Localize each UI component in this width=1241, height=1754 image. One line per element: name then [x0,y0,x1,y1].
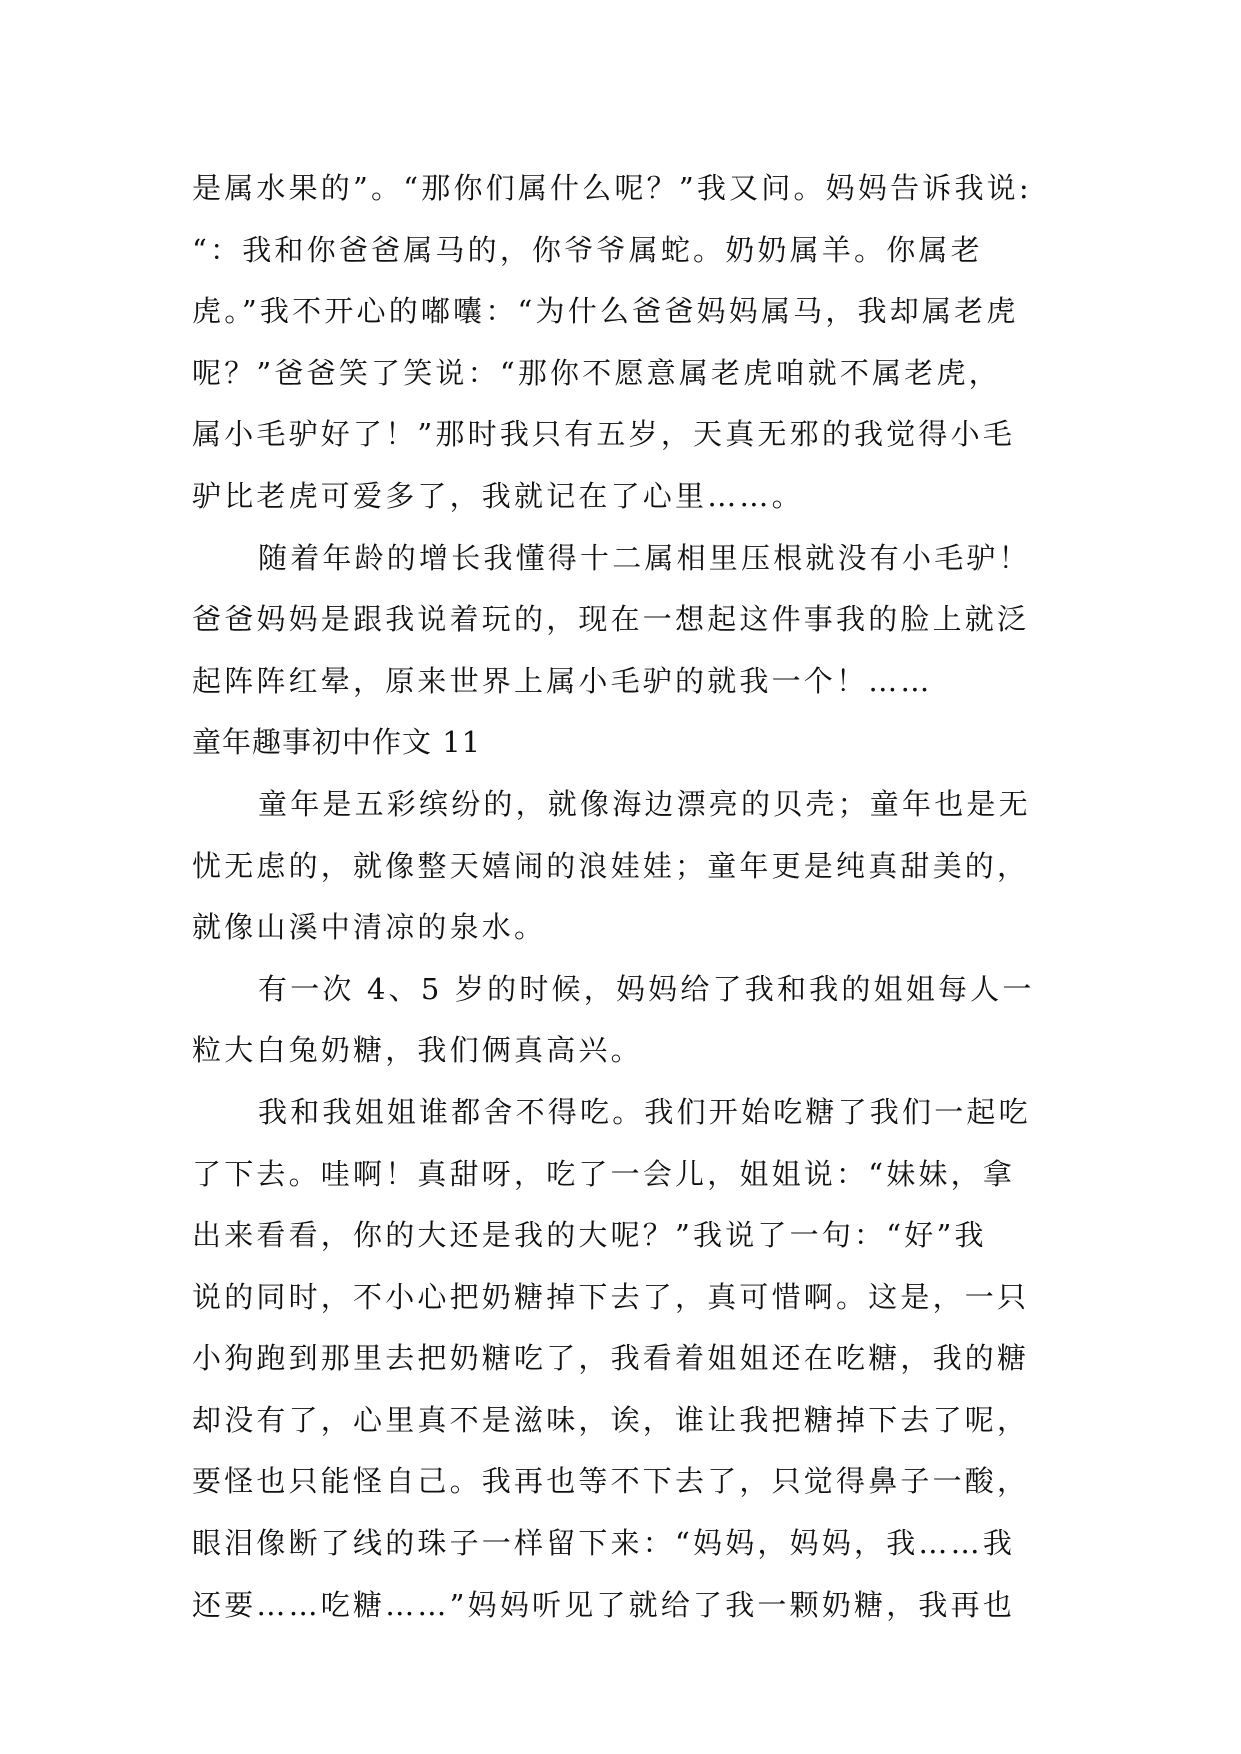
text-line: 驴比老虎可爱多了，我就记在了心里……。 [192,478,804,513]
paragraph-first-line: 我和我姐姐谁都舍不得吃。我们开始吃糖了我们一起吃 [258,1094,1031,1129]
text-line: 忧无虑的，就像整天嬉闹的浪娃娃；童年更是纯真甜美的， [192,848,1030,883]
text-line: “：我和你爸爸属马的，你爷爷属蛇。奶奶属羊。你属老 [192,232,983,267]
document-body [192,158,1062,1636]
text-line: 是属水果的”。“那你们属什么呢？”我又问。妈妈告诉我说: [192,171,1032,205]
text-line: 却没有了，心里真不是滋味，诶，谁让我把糖掉下去了呢， [192,1402,1030,1437]
text-line: 粒大白兔奶糖，我们俩真高兴。 [192,1033,643,1068]
paragraph-first-line: 随着年龄的增长我懂得十二属相里压根就没有小毛驴！ [258,540,1031,575]
text-line: 说的同时，不小心把奶糖掉下去了，真可惜啊。这是，一只 [192,1279,1030,1314]
text-line: 出来看看，你的大还是我的大呢？”我说了一句：“好”我 [192,1218,987,1253]
text-line: 虎。”我不开心的嘟囔：“为什么爸爸妈妈属马，我却属老虎 [192,294,1019,329]
section-heading: 童年趣事初中作文 11 [192,725,482,760]
text-line: 小狗跑到那里去把奶糖吃了，我看着姐姐还在吃糖，我的糖 [192,1341,1030,1376]
paragraph-first-line: 童年是五彩缤纷的，就像海边漂亮的贝壳；童年也是无 [258,786,1031,821]
text-line: 还要……吃糖……”妈妈听见了就给了我一颗奶糖，我再也 [192,1587,1016,1622]
text-line: 起阵阵红晕，原来世界上属小毛驴的就我一个！…… [192,663,933,698]
text-line: 属小毛驴好了！”那时我只有五岁，天真无邪的我觉得小毛 [192,417,1016,452]
text-line: 爸爸妈妈是跟我说着玩的，现在一想起这件事我的脸上就泛 [192,602,1030,637]
paragraph-first-line: 有一次 4、5 岁的时候，妈妈给了我和我的姐姐每人一 [258,971,1035,1006]
text-line: 要怪也只能怪自己。我再也等不下去了，只觉得鼻子一酸， [192,1464,1030,1499]
text-line: 呢？”爸爸笑了笑说：“那你不愿意属老虎咱就不属老虎， [192,355,1001,390]
text-line: 眼泪像断了线的珠子一样留下来：“妈妈，妈妈，我……我 [192,1526,1016,1561]
text-line: 就像山溪中清凉的泉水。 [192,910,547,945]
text-line: 了下去。哇啊！真甜呀，吃了一会儿，姐姐说：“妹妹，拿 [192,1156,1016,1191]
